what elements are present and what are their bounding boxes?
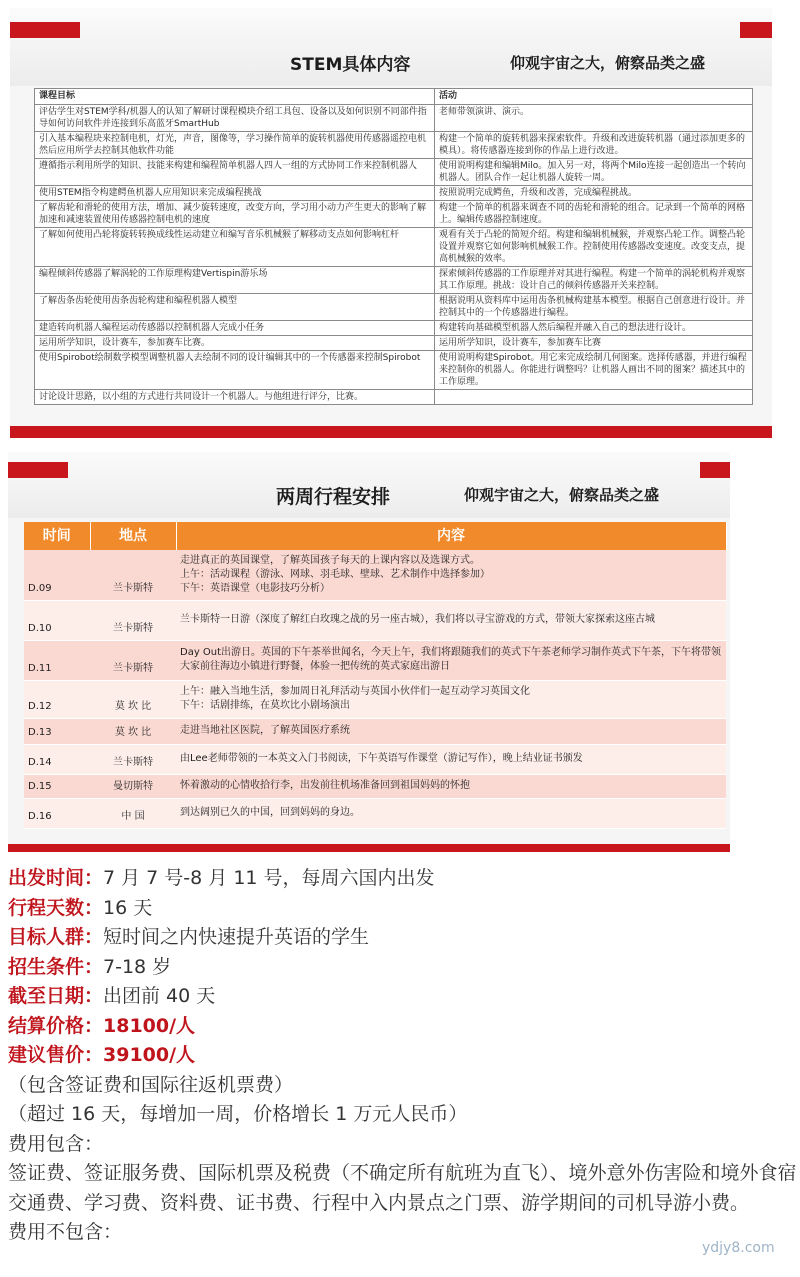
place-cell: 莫 坎 比 [90,680,176,718]
activity-cell: 观看有关于凸轮的简短介绍。构建和编辑机械猴，并观察凸轮工作。调整凸轮设置并观察它如何影响机械猴工作。控制使用传感器改变速度。改变支点，提高机械猴的效率。 [435,228,753,267]
trip-info [8,864,798,1248]
target-label: 目标人群： [8,926,104,948]
depart-row [8,864,798,894]
days-row [8,894,798,924]
depart-value: 7 月 7 号-8 月 11 号，每周六国内出发 [103,867,435,889]
content-line: 由Lee老师带领的一本英文入门书阅读，下午英语写作课堂（游记写作），晚上结业证书颁发 [180,753,583,764]
activity-cell: 老师带领演讲、演示。 [435,105,753,132]
content-cell [176,744,726,774]
course-goal-cell: 使用STEM指令构建鳄鱼机器人应用知识来完成编程挑战 [35,186,435,201]
content-cell [176,640,726,680]
header-red-stripe [10,22,772,38]
condition-label: 招生条件： [8,955,104,978]
target-value: 短时间之内快速提升英语的学生 [103,926,370,948]
header-place: 地点 [90,522,176,550]
course-goal-cell: 了解齿条齿轮使用齿条齿轮构建和编程机器人模型 [35,294,435,321]
fee-included-text: 签证费、签证服务费、国际机票及税费（不确定所有航班为直飞）、境外意外伤害险和境外食宿交通费、学习费、资料费、证书费、行程中入内景点之门票、游学期间的司机导游小费。 [8,1162,797,1214]
days-label: 行程天数： [8,896,104,919]
table-row [35,390,753,405]
activity-cell: 构建转向基础模型机器人然后编程并融入自己的想法进行设计。 [435,321,753,336]
table-row [35,351,753,390]
activity-cell: 运用所学知识，设计赛车，参加赛车比赛 [435,336,753,351]
place-cell: 兰卡斯特 [90,744,176,774]
table-row [24,718,726,744]
table-row [24,550,726,600]
course-goal-cell: 评估学生对STEM学科/机器人的认知了解研讨课程模块介绍工具包、设备以及如何识别不同部件指导如何访问软件并连接到乐高蓝牙SmartHub [35,105,435,132]
table-row [24,744,726,774]
header-content: 内容 [176,522,726,550]
condition-value: 7-18 岁 [103,955,172,978]
stem-slide-slogan: 仰观宇宙之大，俯察品类之盛 [510,54,706,72]
table-row [35,228,753,267]
watermark: ydjy8.com [702,1240,775,1256]
content-cell [176,774,726,798]
activity-cell: 构建一个简单的机器来调查不同的齿轮和滑轮的组合。记录到一个简单的网格上。编辑传感器控制速度。 [435,201,753,228]
header-red-stripe [8,462,770,478]
deadline-value: 出团前 40 天 [103,985,216,1007]
table-header-row [35,89,753,105]
retail-price-label: 建议售价： [8,1044,104,1066]
content-cell [176,550,726,600]
fee-excluded-label: 费用不包含： [8,1221,123,1243]
schedule-slide-body [8,452,730,844]
day-cell: D.16 [24,798,90,828]
content-line: 上午：融入当地生活，参加周日礼拜活动与英国小伙伴们一起互动学习英国文化 [180,686,530,697]
course-goal-cell: 运用所学知识，设计赛车，参加赛车比赛。 [35,336,435,351]
condition-row [8,953,798,983]
depart-label: 出发时间： [8,867,104,889]
schedule-slide [8,452,730,852]
content-line: 兰卡斯特一日游（深度了解红白玫瑰之战的另一座古城），我们将以寻宝游戏的方式，带领大家探索这座古城 [180,614,655,625]
table-row [35,105,753,132]
price-note-2: （超过 16 天，每增加一周，价格增长 1 万元人民币） [8,1103,468,1125]
days-value: 16 天 [103,896,153,919]
settle-price-row [8,1012,798,1042]
content-line: 怀着激动的心情收拾行李，出发前往机场准备回到祖国妈妈的怀抱 [180,780,470,791]
course-goal-cell: 遵循指示利用所学的知识、技能来构建和编程简单机器人四人一组的方式协同工作来控制机器人 [35,159,435,186]
place-cell: 兰卡斯特 [90,600,176,640]
schedule-slide-header [8,452,730,518]
table-row [35,186,753,201]
content-line: 到达阔别已久的中国，回到妈妈的身边。 [180,807,360,818]
place-cell: 莫 坎 比 [90,718,176,744]
place-cell: 兰卡斯特 [90,640,176,680]
settle-price-value: 18100/人 [103,1014,196,1037]
activity-cell: 使用说明构建和编辑Milo。加入另一对，将两个Milo连接一起创造出一个转向机器人。团队合作一起让机器人旋转一周。 [435,159,753,186]
schedule-slide-title: 两周行程安排 [276,486,391,508]
table-row [35,267,753,294]
header-time: 时间 [24,522,90,550]
day-cell: D.15 [24,774,90,798]
retail-price-row [8,1041,798,1071]
activity-cell: 探索倾斜传感器的工作原理并对其进行编程。构建一个简单的涡轮机构并观察其工作原理。挑战：设计自己的倾斜传感器开关来控制。 [435,267,753,294]
activity-cell: 按照说明完成鳄鱼，升级和改善，完成编程挑战。 [435,186,753,201]
content-cell [176,680,726,718]
stem-slide-body [10,8,772,426]
content-line: 走进当地社区医院，了解英国医疗系统 [180,725,350,736]
course-goal-cell: 了解齿轮和滑轮的使用方法，增加、减少旋转速度，改变方向，学习用小动力产生更大的影响了解加速和减速装置使用传感器控制电机的速度 [35,201,435,228]
content-cell [176,718,726,744]
content-line: 走进真正的英国课堂，了解英国孩子每天的上课内容以及选课方式。 [180,554,480,566]
day-cell: D.11 [24,640,90,680]
day-cell: D.10 [24,600,90,640]
price-note-1: （包含签证费和国际往返机票费） [8,1073,294,1096]
table-row [35,321,753,336]
table-row [24,774,726,798]
table-row [24,640,726,680]
day-cell: D.09 [24,550,90,600]
content-line: 上午：活动课程（游泳、网球、羽毛球、壁球、艺术制作中选择参加） [180,568,490,580]
deadline-label: 截至日期： [8,985,104,1007]
course-goal-cell: 使用Spirobot绘制数学模型调整机器人去绘制不同的设计编辑其中的一个传感器来控制Spirobot [35,351,435,390]
table-header-row [24,522,726,550]
stem-slide-title: STEM具体内容 [290,55,411,75]
header-activity: 活动 [435,89,753,105]
activity-cell [435,390,753,405]
place-cell: 兰卡斯特 [90,550,176,600]
day-cell: D.14 [24,744,90,774]
retail-price-value: 39100/人 [103,1044,196,1066]
content-line: Day Out出游日。英国的下午茶举世闻名，今天上午，我们将跟随我们的英式下午茶老师学习制作英式下午茶，下午将带领大家前往海边小镇进行野餐，体验一把传统的英式家庭出游日 [180,647,722,672]
stem-slide [10,8,772,438]
place-cell: 曼切斯特 [90,774,176,798]
course-goal-cell: 了解如何使用凸轮将旋转转换成线性运动建立和编写音乐机械猴了解移动支点如何影响杠杆 [35,228,435,267]
course-goal-cell: 引入基本编程块来控制电机，灯光，声音，图像等，学习操作简单的旋转机器使用传感器遥控电机然后应用所学去控制其他软件功能 [35,132,435,159]
fee-included-label: 费用包含： [8,1132,104,1155]
table-row [35,336,753,351]
activity-cell: 根据说明从资料库中运用齿条机械构建基本模型。根据自己创意进行设计。并控制其中的一个传感器进行编程。 [435,294,753,321]
stem-course-table [34,88,753,405]
table-row [35,294,753,321]
table-row [35,201,753,228]
table-row [24,680,726,718]
content-cell [176,798,726,828]
table-row [24,798,726,828]
content-cell [176,600,726,640]
deadline-row [8,982,798,1012]
place-cell: 中 国 [90,798,176,828]
table-row [35,132,753,159]
settle-price-label: 结算价格： [8,1014,104,1037]
activity-cell: 使用说明构建Spirobot。用它来完成绘制几何图案。选择传感器，并进行编程来控制你的机器人。你能进行调整吗？让机器人画出不同的图案？描述其中的工作原理。 [435,351,753,390]
course-goal-cell: 建造转向机器人编程运动传感器以控制机器人完成小任务 [35,321,435,336]
activity-cell: 构建一个简单的旋转机器来探索软件。升级和改进旋转机器（通过添加更多的模具）。将传感器连接到你的作品上进行改进。 [435,132,753,159]
table-row [24,600,726,640]
course-goal-cell: 讨论设计思路，以小组的方式进行共同设计一个机器人。与他组进行评分，比赛。 [35,390,435,405]
target-row [8,923,798,953]
schedule-table [24,522,727,829]
course-goal-cell: 编程倾斜传感器了解涡轮的工作原理构建Vertispin游乐场 [35,267,435,294]
content-line: 下午：英语课堂（电影技巧分析） [180,582,330,594]
stem-slide-header [10,8,772,86]
table-row [35,159,753,186]
content-line: 下午：话剧排练，在莫坎比小剧场演出 [180,700,350,711]
day-cell: D.13 [24,718,90,744]
day-cell: D.12 [24,680,90,718]
header-course-goal: 课程目标 [35,89,435,105]
schedule-slide-slogan: 仰观宇宙之大，俯察品类之盛 [464,486,660,504]
